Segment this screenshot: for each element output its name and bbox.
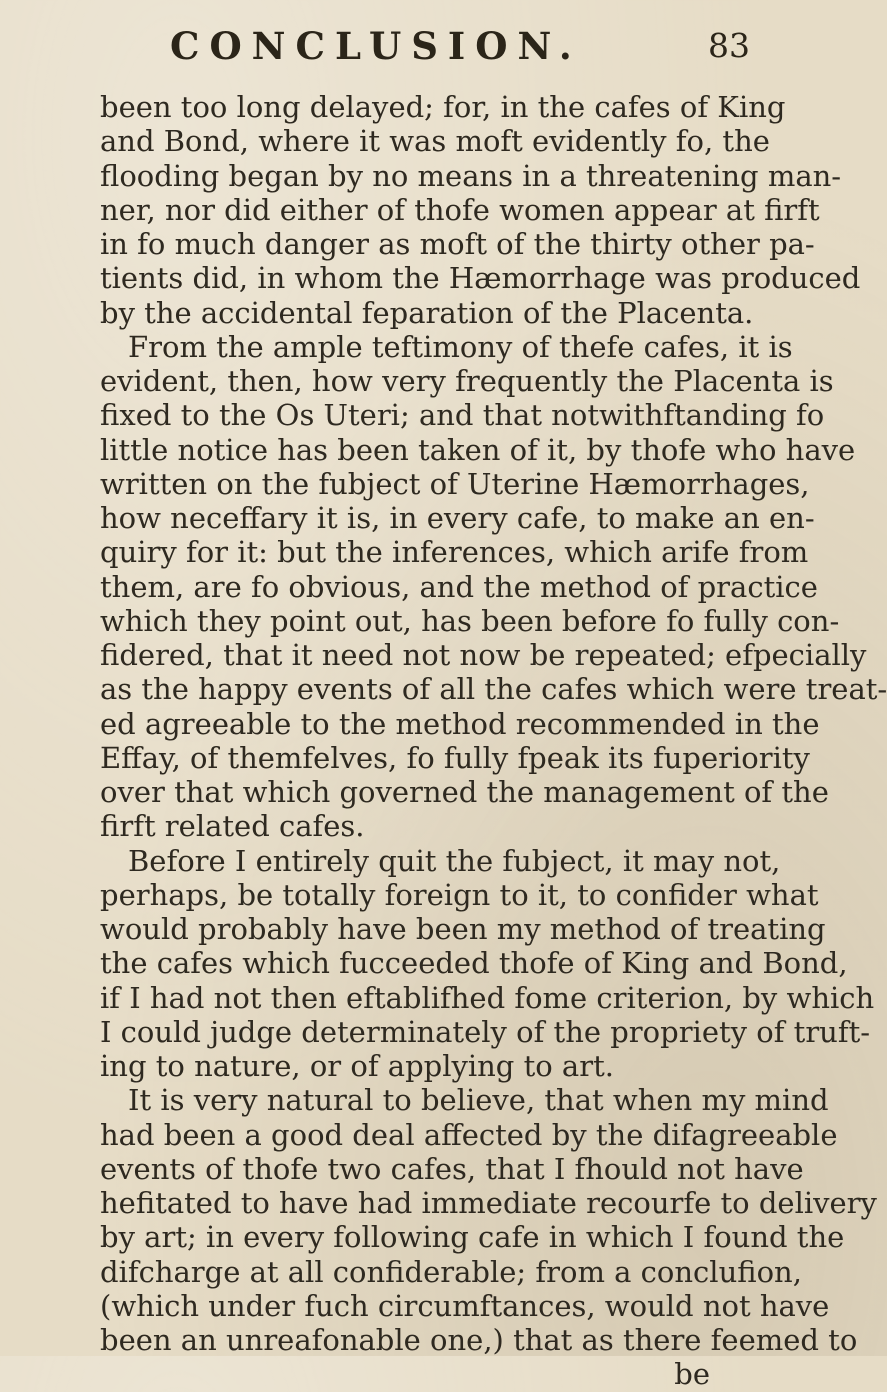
text-line: fixed to the Os Uteri; and that notwithftanding fo — [100, 398, 825, 433]
page-number: 83 — [708, 26, 750, 65]
text-line: flooding began by no means in a threatening man- — [100, 158, 842, 193]
text-line: events of thofe two cafes, that I fhould not have — [100, 1151, 804, 1186]
text-line: been an unreafonable one,) that as there feemed to — [100, 1323, 858, 1357]
body-text — [100, 90, 887, 1392]
text-line: I could judge determinately of the propriety of truft- — [100, 1014, 871, 1049]
text-line: the cafes which fucceeded thofe of King and Bond, — [100, 946, 848, 981]
running-title: CONCLUSION. — [170, 24, 582, 68]
text-line: It is very natural to believe, that when my mind — [128, 1083, 829, 1118]
text-line: quiry for it: but the inferences, which arife from — [100, 535, 809, 570]
text-line: by art; in every following cafe in which I found the — [100, 1220, 845, 1255]
text-line: in fo much danger as moft of the thirty other pa- — [100, 227, 815, 261]
text-line: how neceffary it is, in every cafe, to make an en- — [100, 501, 815, 535]
text-line: Before I entirely quit the fubject, it may not, — [128, 843, 781, 878]
running-head — [0, 14, 800, 74]
text-line: fidered, that it need not now be repeated; efpecially — [100, 638, 867, 672]
text-line: written on the fubject of Uterine Hæmorrhages, — [100, 466, 810, 501]
text-line: (which under fuch circumftances, would not have — [100, 1288, 830, 1323]
text-line: tients did, in whom the Hæmorrhage was produced — [100, 261, 861, 296]
text-line: over that which governed the management of the — [100, 775, 829, 809]
text-line: them, are fo obvious, and the method of practice — [100, 569, 818, 604]
text-line: evident, then, how very frequently the Placenta is — [100, 364, 834, 398]
catchword: be — [674, 1357, 710, 1392]
text-line: and Bond, where it was moft evidently fo, the — [100, 124, 770, 159]
text-line: From the ample teftimony of thefe cafes, it is — [128, 329, 793, 364]
text-line: had been a good deal affected by the difagreeable — [100, 1117, 838, 1152]
text-line: by the accidental feparation of the Placenta. — [100, 295, 754, 330]
text-line: been too long delayed; for, in the cafes of King — [100, 90, 786, 124]
text-line: which they point out, has been before fo fully con- — [100, 603, 840, 638]
text-line: hefitated to have had immediate recourfe to delivery — [100, 1186, 877, 1220]
text-line: firft related cafes. — [100, 809, 365, 844]
text-line: perhaps, be totally foreign to it, to confider what — [100, 877, 819, 912]
text-line: ner, nor did either of thofe women appear at firft — [100, 192, 820, 227]
text-line: would probably have been my method of treating — [100, 912, 826, 946]
text-line: Effay, of themfelves, fo fully fpeak its fuperiority — [100, 740, 810, 775]
text-line: ing to nature, or of applying to art. — [100, 1049, 614, 1083]
text-line: little notice has been taken of it, by thofe who have — [100, 432, 856, 467]
text-line: as the happy events of all the cafes which were treat- — [100, 672, 887, 707]
text-line: ed agreeable to the method recommended in the — [100, 706, 820, 741]
text-line: if I had not then eftablifhed fome criterion, by which — [100, 980, 875, 1015]
text-line: difcharge at all confiderable; from a conclufion, — [100, 1254, 802, 1289]
